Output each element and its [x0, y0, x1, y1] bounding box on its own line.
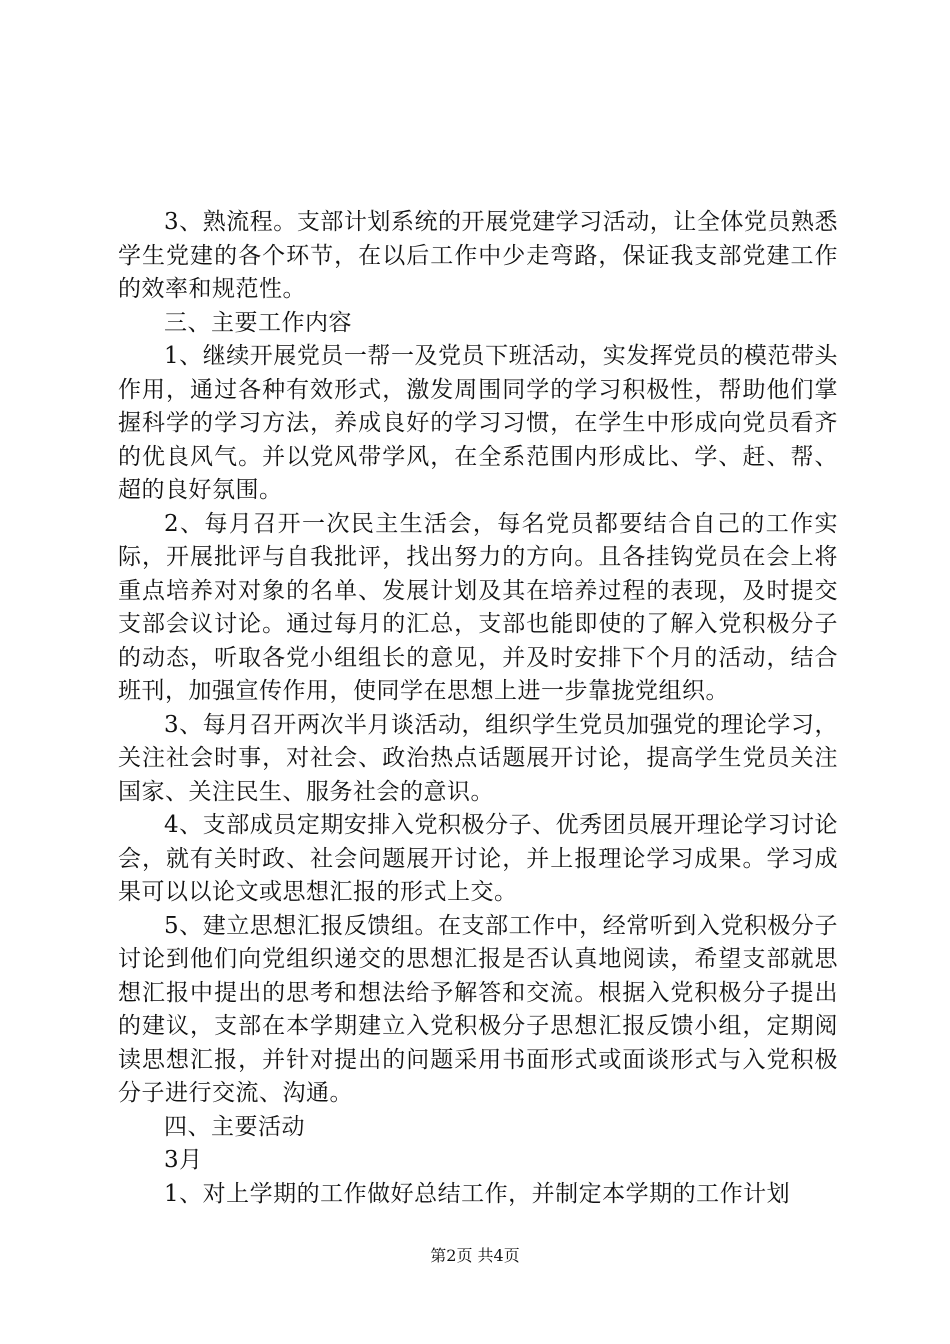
section-heading-main-activities: 四、主要活动: [164, 1113, 305, 1140]
paragraph-work-item-3: 3、每月召开两次半月谈活动，组织学生党员加强党的理论学习，关注社会时事，对社会、政治热点话题展开讨论，提高学生党员关注国家、关注民生、服务社会的意识。: [118, 711, 838, 805]
section-heading-main-work: 三、主要工作内容: [164, 309, 352, 336]
document-body: [118, 206, 838, 1211]
page-footer: 第2页 共4页: [430, 1246, 520, 1265]
paragraph-work-item-4: 4、支部成员定期安排入党积极分子、优秀团员展开理论学习讨论会，就有关时政、社会问题展开讨论，并上报理论学习成果。学习成果可以以论文或思想汇报的形式上交。: [118, 812, 838, 905]
paragraph-work-item-2: 2、每月召开一次民主生活会，每名党员都要结合自己的工作实际，开展批评与自我批评，找出努力的方向。且各挂钩党员在会上将重点培养对对象的名单、发展计划及其在培养过程的表现，及时提交支部会议讨论。通过每月的汇总，支部也能即使的了解入党积极分子的动态，听取各党小组组长的意见，并及时安排下个月的活动，结合班刊，加强宣传作用，使同学在思想上进一步靠拢党组织。: [118, 510, 838, 704]
paragraph-work-item-5: 5、建立思想汇报反馈组。在支部工作中，经常听到入党积极分子讨论到他们向党组织递交的思想汇报是否认真地阅读，希望支部就思想汇报中提出的思考和想法给予解答和交流。根据入党积极分子提出的建议，支部在本学期建立入党积极分子思想汇报反馈小组，定期阅读思想汇报，并针对提出的问题采用书面形式或面谈形式与入党积极分子进行交流、沟通。: [118, 912, 838, 1106]
paragraph-work-item-1: 1、继续开展党员一帮一及党员下班活动，实发挥党员的模范带头作用，通过各种有效形式，激发周围同学的学习积极性，帮助他们掌握科学的学习方法，养成良好的学习习惯，在学生中形成向党员看齐的优良风气。并以党风带学风，在全系范围内形成比、学、赶、帮、超的良好氛围。: [118, 343, 838, 503]
paragraph-familiar-process: 3、熟流程。支部计划系统的开展党建学习活动，让全体党员熟悉学生党建的各个环节，在以后工作中少走弯路，保证我支部党建工作的效率和规范性。: [118, 209, 838, 302]
paragraph-activity-item-1: 1、对上学期的工作做好总结工作，并制定本学期的工作计划: [164, 1180, 791, 1207]
month-heading-march: 3月: [164, 1147, 203, 1173]
